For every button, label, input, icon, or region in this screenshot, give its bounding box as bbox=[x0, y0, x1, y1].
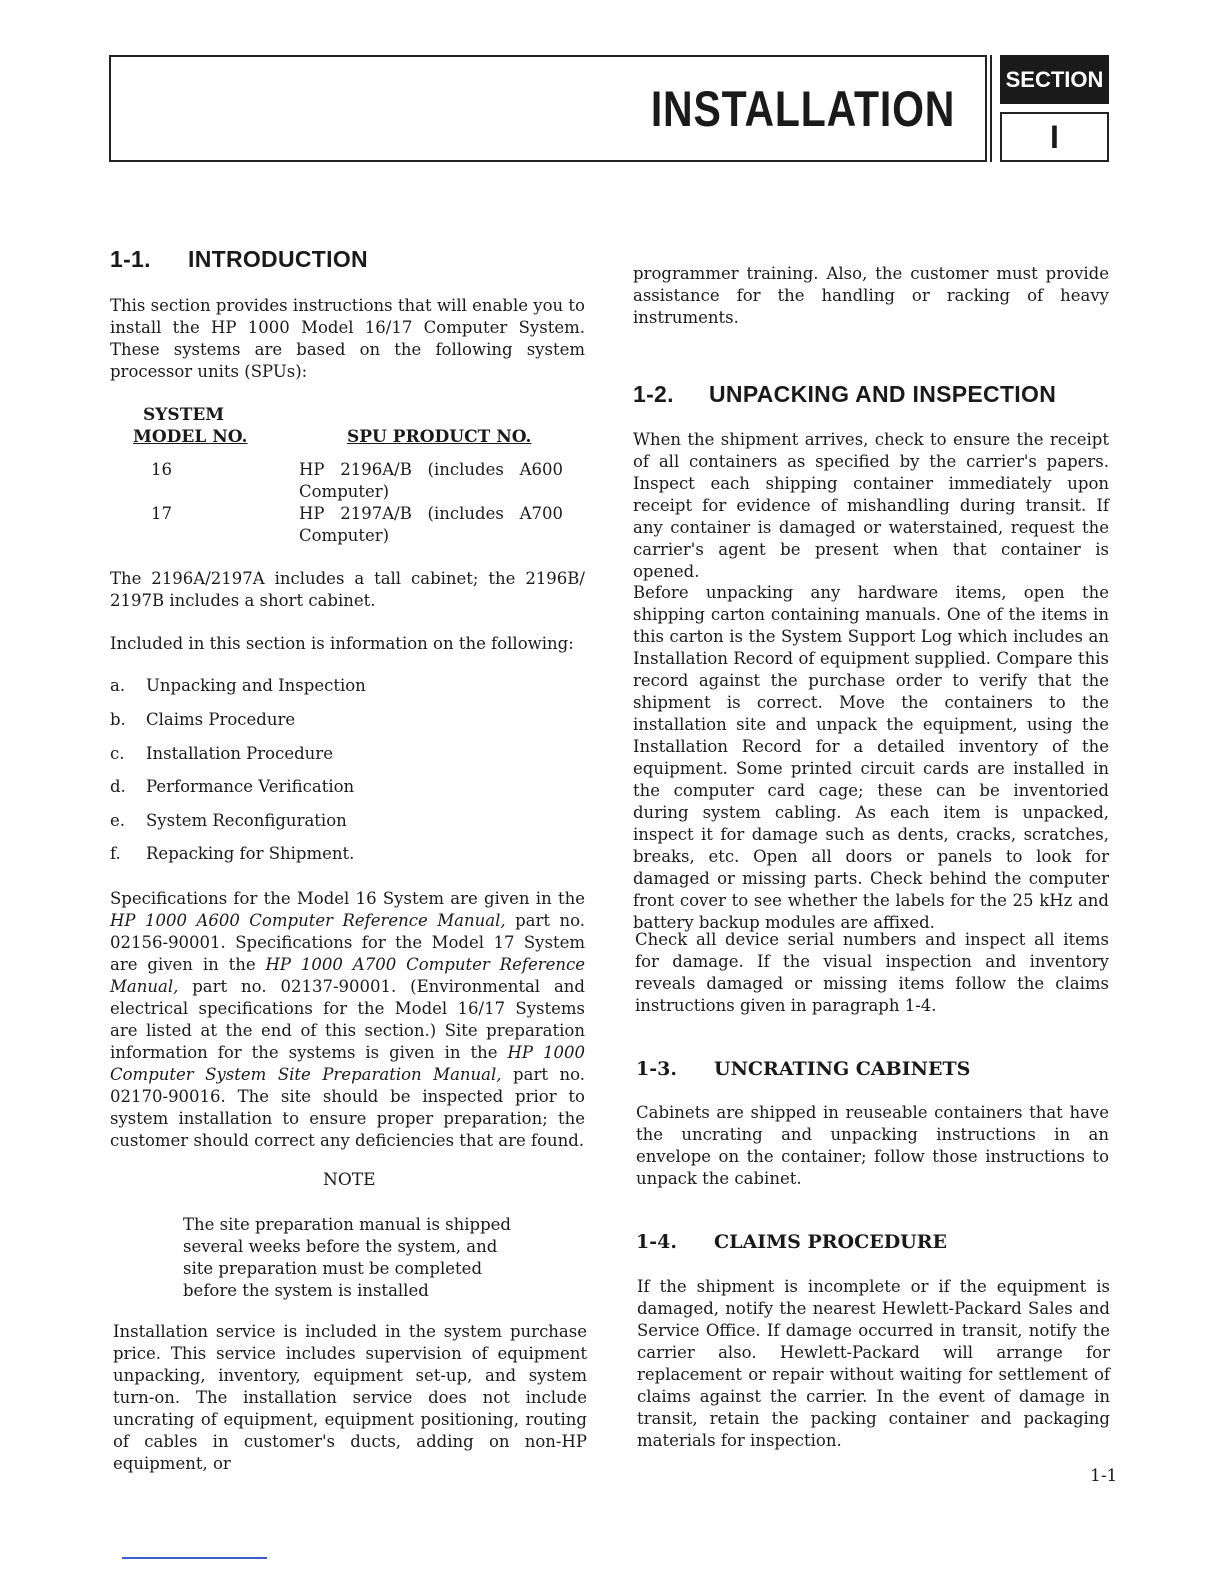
unpacking-paragraph-3 bbox=[635, 929, 1109, 1017]
list-text: Repacking for Shipment. bbox=[146, 844, 355, 863]
paragraph-text: When the shipment arrives, check to ensure the receipt of all containers as specified by the carrier's papers. Inspect each shipping container immediately upon receipt for evidence of mishandling during transit. If any container is damaged or waterstained, request the carrier's agent be present when that container is opened. bbox=[633, 430, 1109, 581]
list-text: Unpacking and Inspection bbox=[146, 676, 366, 695]
spec-text: part no. 02137-90001. (Environmental and electrical specifications for the Model 16/17 Systems are listed at the end of this section.) Site preparation information for the systems is given in the bbox=[110, 977, 585, 1062]
heading-1-3 bbox=[636, 1058, 970, 1080]
heading-number: 1-3. bbox=[636, 1058, 677, 1080]
heading-title: CLAIMS PROCEDURE bbox=[714, 1231, 948, 1253]
list-item bbox=[110, 811, 347, 830]
table-row-product-cont: Computer) bbox=[299, 482, 390, 501]
heading-1-1 bbox=[110, 246, 368, 273]
cabinet-note bbox=[110, 568, 585, 612]
heading-number: 1-1. bbox=[110, 246, 151, 272]
table-row-product-cont: Computer) bbox=[299, 526, 390, 545]
list-letter: a. bbox=[110, 676, 126, 695]
heading-title: INTRODUCTION bbox=[188, 246, 368, 272]
list-text: Performance Verification bbox=[146, 777, 355, 796]
table-header-system: SYSTEM bbox=[143, 405, 225, 425]
note-label: NOTE bbox=[323, 1170, 376, 1190]
spec-text: part no. 02156-90001. Specifications for the Model 17 System are given in the bbox=[110, 911, 585, 974]
list-letter: e. bbox=[110, 811, 126, 830]
paragraph-text: Check all device serial numbers and inspect all items for damage. If the visual inspection and inventory reveals damaged or missing items follow the claims instructions given in paragraph 1-4. bbox=[635, 930, 1109, 1015]
list-text: System Reconfiguration bbox=[146, 811, 347, 830]
table-row-product: HP 2197A/B (includes A700 bbox=[299, 504, 563, 523]
table-header-model: MODEL NO. bbox=[133, 427, 248, 447]
header-box bbox=[109, 55, 987, 162]
page-number: 1-1 bbox=[1090, 1466, 1118, 1486]
note-text: The site preparation manual is shipped several weeks before the system, and site preparation must be completed before the system is installed bbox=[183, 1215, 511, 1300]
service-cont-text: programmer training. Also, the customer must provide assistance for the handling or racking of heavy instruments. bbox=[633, 264, 1109, 327]
header-divider bbox=[990, 55, 992, 162]
page-title: INSTALLATION bbox=[650, 81, 955, 137]
service-text: Installation service is included in the system purchase price. This service includes supervision of equipment unpacking, inventory, equipment set-up, and system turn-on. The installation service does not include uncrating of equipment, equipment positioning, routing of cables in customer's ducts, adding on non-HP equipment, or bbox=[113, 1322, 587, 1473]
list-letter: f. bbox=[110, 844, 121, 863]
heading-title: UNPACKING AND INSPECTION bbox=[709, 381, 1057, 407]
intro-paragraph bbox=[110, 295, 585, 383]
list-item bbox=[110, 676, 366, 695]
claims-paragraph bbox=[637, 1276, 1110, 1452]
intro-text: This section provides instructions that will enable you to install the HP 1000 Model 16/17 Computer System. These systems are based on the following system processor units (SPUs): bbox=[110, 296, 585, 381]
list-item bbox=[110, 844, 354, 863]
heading-number: 1-4. bbox=[636, 1231, 677, 1253]
paragraph-text: Before unpacking any hardware items, open the shipping carton containing manuals. One of the items in this carton is the System Support Log which includes an Installation Record of equipment supplied. Compare this record against the purchase order to verify that the shipment is correct. Move the containers to the installation site and unpack the equipment, using the Installation Record for a detailed inventory of the equipment. Some printed circuit cards are installed in the computer card cage; these can be inventoried during system cabling. As each item is unpacked, inspect it for damage such as dents, cracks, scratches, breaks, etc. Open all doors or panels to look for damaged or missing parts. Check behind the computer front cover to see whether the labels for the 25 kHz and battery backup modules are affixed. bbox=[633, 583, 1109, 932]
included-paragraph bbox=[110, 633, 585, 655]
unpacking-paragraph-2 bbox=[633, 582, 1109, 934]
bottom-rule bbox=[122, 1557, 267, 1559]
paragraph-text: Cabinets are shipped in reuseable containers that have the uncrating and unpacking instructions in an envelope on the container; follow those instructions to unpack the cabinet. bbox=[636, 1103, 1109, 1188]
list-letter: c. bbox=[110, 744, 125, 763]
specifications-paragraph bbox=[110, 888, 585, 1152]
spec-text: Specifications for the Model 16 System are given in the bbox=[110, 889, 585, 908]
uncrating-paragraph bbox=[636, 1102, 1109, 1190]
heading-1-2 bbox=[633, 381, 1056, 408]
service-continued bbox=[633, 263, 1109, 329]
manual-title: HP 1000 A600 Computer Reference Manual, bbox=[110, 911, 506, 930]
heading-title: UNCRATING CABINETS bbox=[714, 1058, 971, 1080]
list-item bbox=[110, 777, 354, 796]
table-row-model: 16 bbox=[151, 460, 172, 479]
service-paragraph bbox=[113, 1321, 587, 1475]
cabinet-note-text: The 2196A/2197A includes a tall cabinet; the 2196B/ 2197B includes a short cabinet. bbox=[110, 569, 585, 610]
list-letter: d. bbox=[110, 777, 126, 796]
table-row-model: 17 bbox=[151, 504, 172, 523]
included-text: Included in this section is information on the following: bbox=[110, 634, 574, 653]
list-text: Installation Procedure bbox=[146, 744, 333, 763]
list-item bbox=[110, 744, 333, 763]
manual-title: HP 1000 Computer System Site Preparation Manual, bbox=[110, 1043, 585, 1084]
heading-number: 1-2. bbox=[633, 381, 674, 407]
unpacking-paragraph-1 bbox=[633, 429, 1109, 583]
table-row-product: HP 2196A/B (includes A600 bbox=[299, 460, 563, 479]
table-header-spu: SPU PRODUCT NO. bbox=[347, 427, 532, 447]
list-item bbox=[110, 710, 295, 729]
section-label: SECTION bbox=[1000, 55, 1109, 104]
list-text: Claims Procedure bbox=[146, 710, 296, 729]
paragraph-text: If the shipment is incomplete or if the equipment is damaged, notify the nearest Hewlett-Packard Sales and Service Office. If damage occurred in transit, notify the carrier also. Hewlett-Packard will arrange for replacement or repair without waiting for settlement of claims against the carrier. In the event of damage in transit, retain the packing container and packaging materials for inspection. bbox=[637, 1277, 1110, 1450]
list-letter: b. bbox=[110, 710, 126, 729]
manual-title: HP 1000 A700 Computer Reference Manual, bbox=[110, 955, 585, 996]
section-number: I bbox=[1000, 112, 1109, 162]
note-box bbox=[183, 1214, 518, 1302]
spec-text: part no. 02170-90016. The site should be inspected prior to system installation to ensure proper preparation; the customer should correct any deficiencies that are found. bbox=[110, 1065, 585, 1150]
heading-1-4 bbox=[636, 1231, 947, 1253]
